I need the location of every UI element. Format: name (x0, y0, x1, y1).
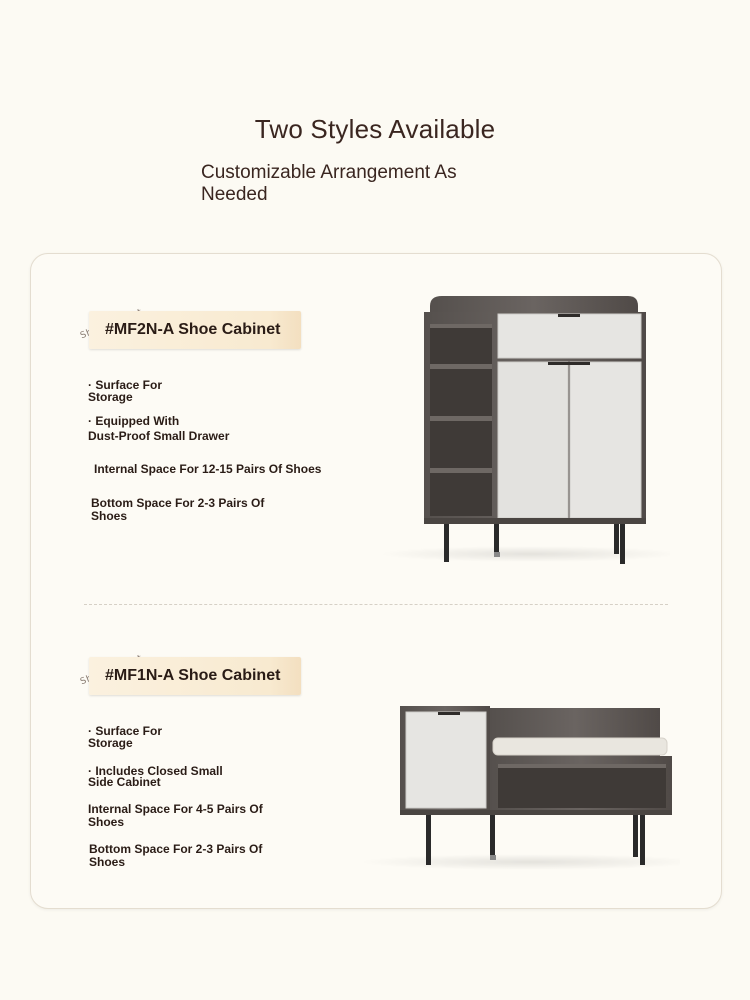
section-divider (84, 604, 668, 605)
feature-line: Shoes (88, 815, 125, 829)
product-1-feature-1 (88, 379, 162, 403)
product-2-feature-1 (88, 725, 162, 749)
product-2-feature-4 (89, 843, 262, 869)
product-2-name-tag: #MF1N-A Shoe Cabinet (89, 657, 301, 695)
feature-line: Dust-Proof Small Drawer (88, 429, 230, 443)
product-2-feature-3 (88, 803, 263, 829)
product-2-bench-illustration (350, 700, 680, 880)
feature-line: · Equipped With (88, 414, 180, 428)
feature-line: Bottom Space For 2-3 Pairs Of (89, 842, 263, 856)
product-1-feature-4 (91, 497, 264, 523)
feature-line: Side Cabinet (88, 775, 161, 789)
product-1-cabinet-illustration (370, 292, 670, 572)
feature-line: Storage (88, 390, 133, 404)
feature-line: · Surface For (88, 724, 163, 738)
feature-line: Internal Space For 4-5 Pairs Of (88, 802, 263, 816)
feature-line: · Includes Closed Small (88, 764, 223, 778)
feature-line: Internal Space For 12-15 Pairs Of Shoes (94, 462, 322, 476)
subtitle-line-1: Customizable Arrangement As (201, 162, 457, 183)
product-2-feature-2 (88, 766, 223, 788)
feature-line: Bottom Space For 2-3 Pairs Of (91, 496, 265, 510)
feature-line: Shoes (89, 855, 126, 869)
product-1-feature-2 (88, 414, 229, 444)
feature-line: Shoes (91, 509, 128, 523)
product-1-name-tag: #MF2N-A Shoe Cabinet (89, 311, 301, 349)
page-title: Two Styles Available (254, 114, 496, 144)
feature-line: · Surface For (88, 378, 163, 392)
feature-line: Storage (88, 736, 133, 750)
subtitle-line-2: Needed (201, 184, 268, 205)
product-1-feature-3 (94, 463, 321, 475)
page-subtitle (201, 162, 501, 206)
